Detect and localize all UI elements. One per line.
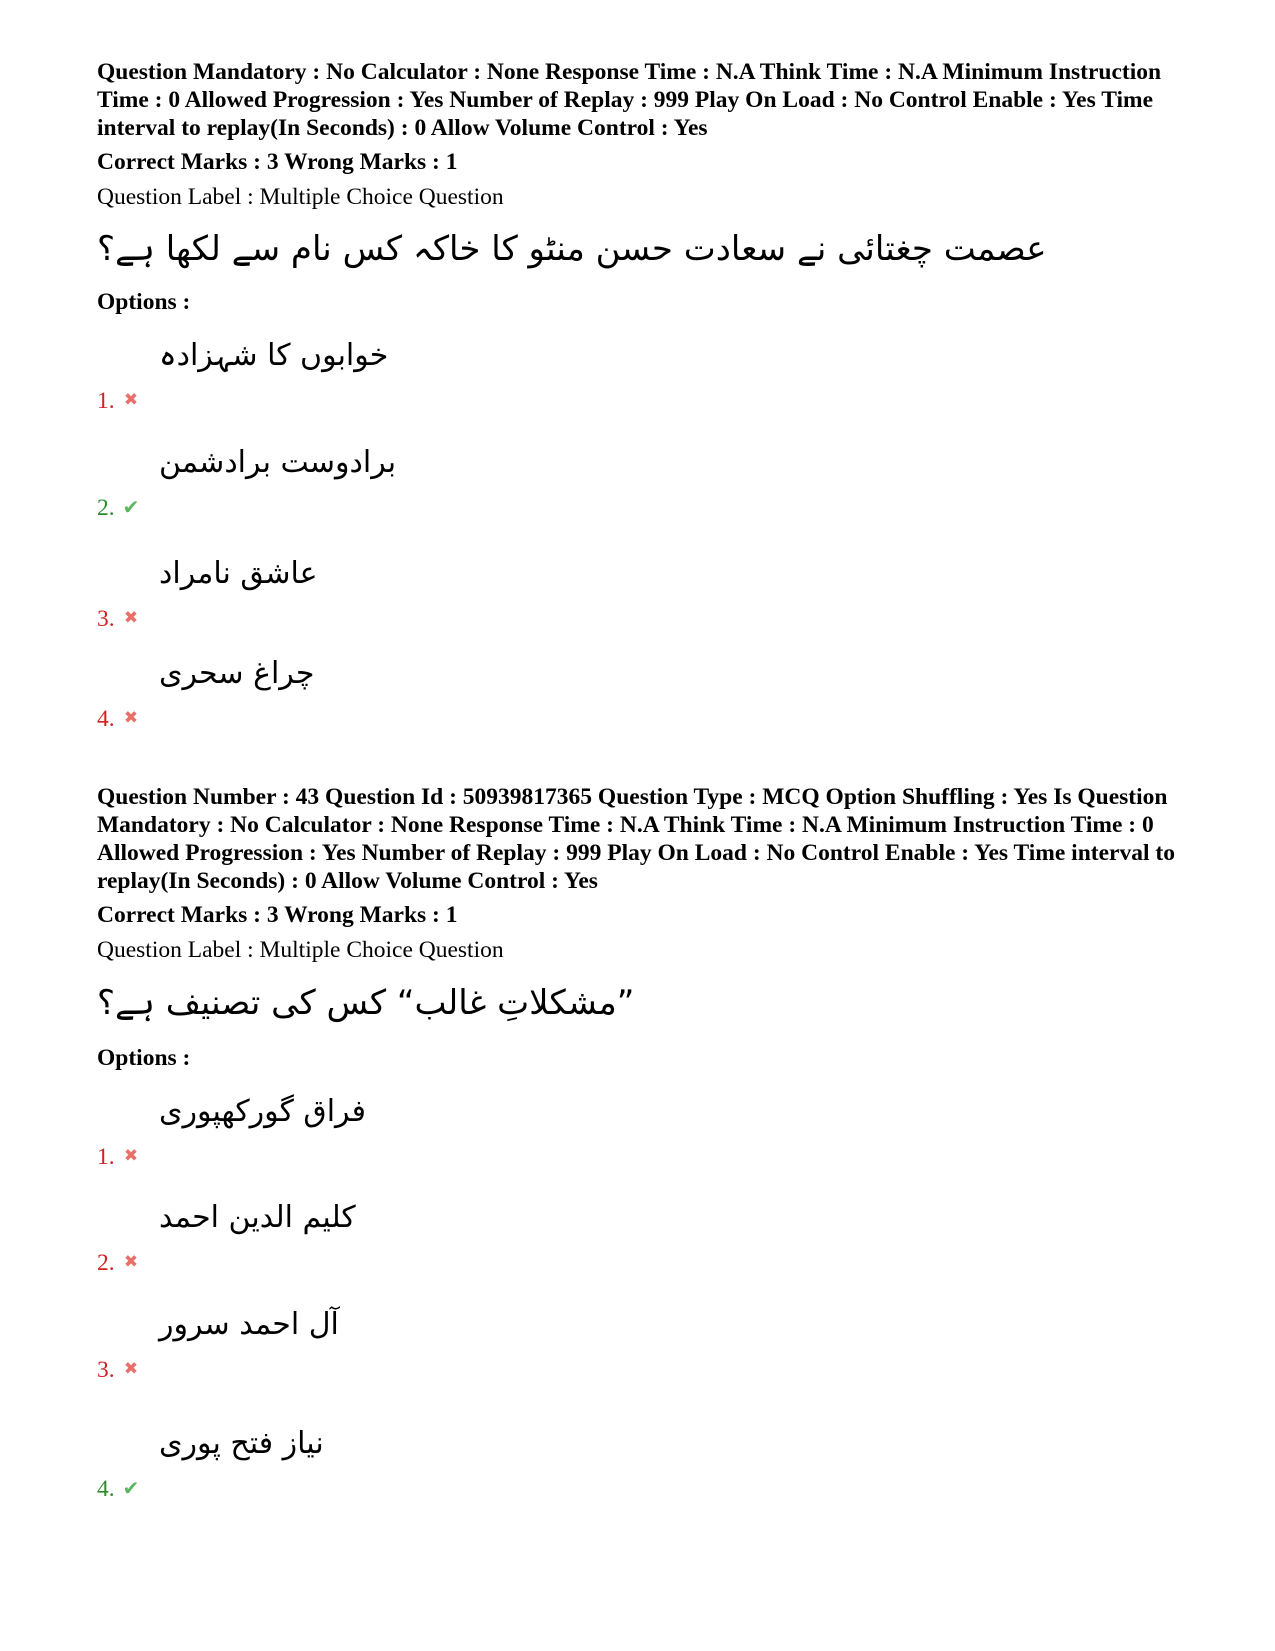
question-1-marks: Correct Marks : 3 Wrong Marks : 1 [97, 149, 458, 175]
option-number: 2. [97, 495, 115, 521]
question-1-option-4 [97, 652, 697, 732]
option-text: چراغ سحری [159, 656, 315, 691]
option-number: 1. [97, 388, 115, 414]
question-2-label-block [97, 936, 1197, 964]
question-2-marks-block [97, 901, 1197, 929]
cross-icon: ✖ [123, 1359, 139, 1379]
question-1-meta: Question Mandatory : No Calculator : None Response Time : N.A Think Time : N.A Minimum Instruction Time : 0 Allowed Progression : Yes Number of Replay : 999 Play On Load : No Control Enable : Yes Time interval to replay(In Seconds) : 0 Allow Volume Control : Yes [97, 59, 1162, 141]
check-icon: ✔ [122, 495, 140, 519]
question-1-options-title-block [97, 288, 1197, 316]
option-text: برادوست برادشمن [159, 445, 397, 480]
question-1-label-block [97, 183, 1197, 211]
question-2-options-title-block [97, 1044, 1197, 1072]
question-1-text: عصمت چغتائی نے سعادت حسن منٹو کا خاکہ کس نام سے لکھا ہے؟ [97, 229, 1047, 269]
question-1-options-title: Options : [97, 289, 191, 315]
cross-icon: ✖ [123, 1146, 139, 1166]
question-2-options-title: Options : [97, 1045, 191, 1071]
question-2-marks: Correct Marks : 3 Wrong Marks : 1 [97, 902, 458, 928]
question-2-option-3 [97, 1303, 697, 1383]
option-number: 3. [97, 606, 115, 632]
option-text: عاشق نامراد [159, 556, 318, 591]
question-1-header [97, 58, 1197, 142]
question-2-text: ”مشکلاتِ غالب“ کس کی تصنیف ہے؟ [97, 983, 635, 1023]
question-1-option-2 [97, 441, 697, 521]
cross-icon: ✖ [123, 708, 139, 728]
question-2-text-block [97, 979, 1197, 1027]
cross-icon: ✖ [123, 390, 139, 410]
option-text: فراق گورکھپوری [159, 1094, 366, 1129]
option-number: 3. [97, 1357, 115, 1383]
question-1-label: Question Label : Multiple Choice Question [97, 184, 504, 210]
option-number: 2. [97, 1250, 115, 1276]
option-number: 1. [97, 1144, 115, 1170]
question-1-marks-block [97, 148, 1197, 176]
option-number: 4. [97, 1476, 115, 1502]
question-2-meta: Question Number : 43 Question Id : 50939817365 Question Type : MCQ Option Shuffling : Yes Is Question Mandatory : No Calculator : None Response Time : N.A Think Time : N.A Minimum Instruction Time : 0 Allowed Progression : Yes Number of Replay : 999 Play On Load : No Control Enable : Yes Time interval to replay(In Seconds) : 0 Allow Volume Control : Yes [97, 784, 1175, 894]
option-number: 4. [97, 706, 115, 732]
question-2-option-4 [97, 1422, 697, 1502]
check-icon: ✔ [122, 1476, 140, 1500]
option-text: خوابوں کا شہزادہ [159, 338, 389, 373]
question-2-option-1 [97, 1090, 697, 1170]
question-1-option-3 [97, 552, 697, 632]
cross-icon: ✖ [123, 608, 139, 628]
option-text: آل احمد سرور [159, 1307, 339, 1342]
question-2-option-2 [97, 1196, 697, 1276]
option-text: نیاز فتح پوری [159, 1426, 324, 1461]
question-1-text-block [97, 225, 1197, 273]
question-2-header [97, 783, 1197, 895]
question-2-label: Question Label : Multiple Choice Question [97, 937, 504, 963]
option-text: کلیم الدین احمد [159, 1200, 356, 1235]
cross-icon: ✖ [123, 1252, 139, 1272]
question-1-option-1 [97, 334, 697, 414]
